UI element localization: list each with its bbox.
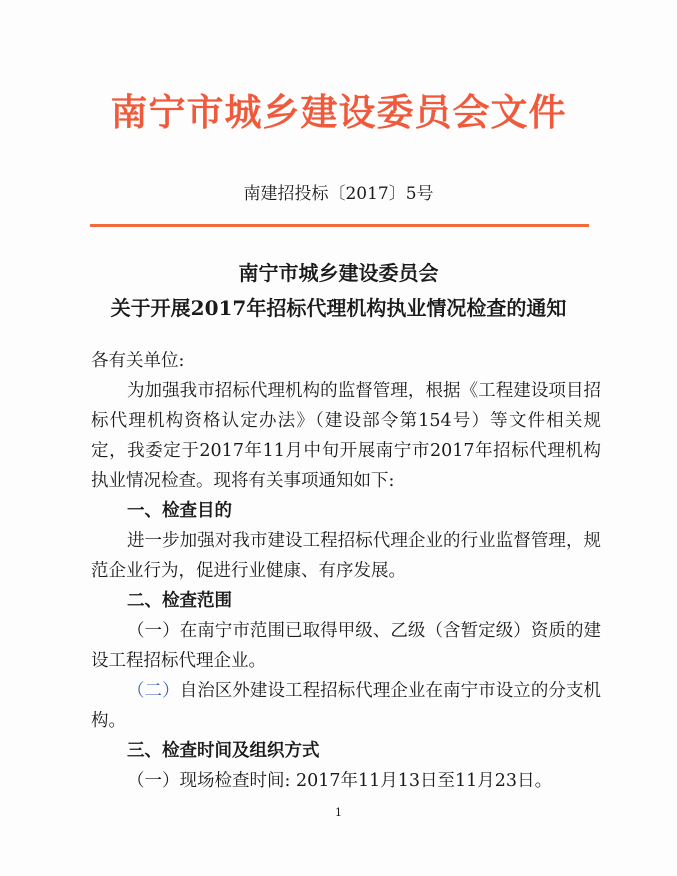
- document-masthead: 南宁市城乡建设委员会文件: [110, 90, 567, 134]
- intro-paragraph: 为加强我市招标代理机构的监督管理，根据《工程建设项目招标代理机构资格认定办法》（建设部令第154号）等文件相关规定，我委定于2017年11月中旬开展南宁市2017年招标代理机构执业情况检查。现将有关事项通知如下:: [91, 381, 601, 491]
- notice-title-subject: 关于开展2017年招标代理机构执业情况检查的通知: [110, 296, 567, 320]
- section-2-item-2-text: 自治区外建设工程招标代理企业在南宁市设立的分支机构。: [91, 681, 602, 731]
- section-2-item-2-marker: （二）: [127, 681, 180, 701]
- notice-body: [91, 346, 601, 796]
- section-2-item-1-marker: （一）: [127, 621, 180, 641]
- section-2-item-2: [91, 676, 601, 736]
- section-2-item-1: [91, 616, 601, 676]
- notice-title-issuer: 南宁市城乡建设委员会: [238, 261, 439, 285]
- section-2-heading: 二、检查范围: [127, 591, 232, 611]
- section-1-heading: 一、检查目的: [127, 501, 232, 521]
- section-3-item-1: [91, 766, 601, 796]
- section-3-item-1-marker: （一）: [127, 771, 180, 791]
- section-1-text: 进一步加强对我市建设工程招标代理企业的行业监督管理，规范企业行为，促进行业健康、有序发展。: [91, 531, 601, 581]
- red-separator-line: [90, 224, 589, 227]
- salutation: 各有关单位:: [91, 351, 185, 371]
- document-number: 南建招投标〔2017〕5号: [243, 184, 434, 204]
- section-2-item-1-text: 在南宁市范围已取得甲级、乙级（含暂定级）资质的建设工程招标代理企业。: [91, 621, 602, 671]
- section-3-heading: 三、检查时间及组织方式: [127, 741, 320, 761]
- section-3-item-1-text: 现场检查时间: 2017年11月13日至11月23日。: [179, 771, 553, 791]
- page-number: 1: [335, 806, 342, 819]
